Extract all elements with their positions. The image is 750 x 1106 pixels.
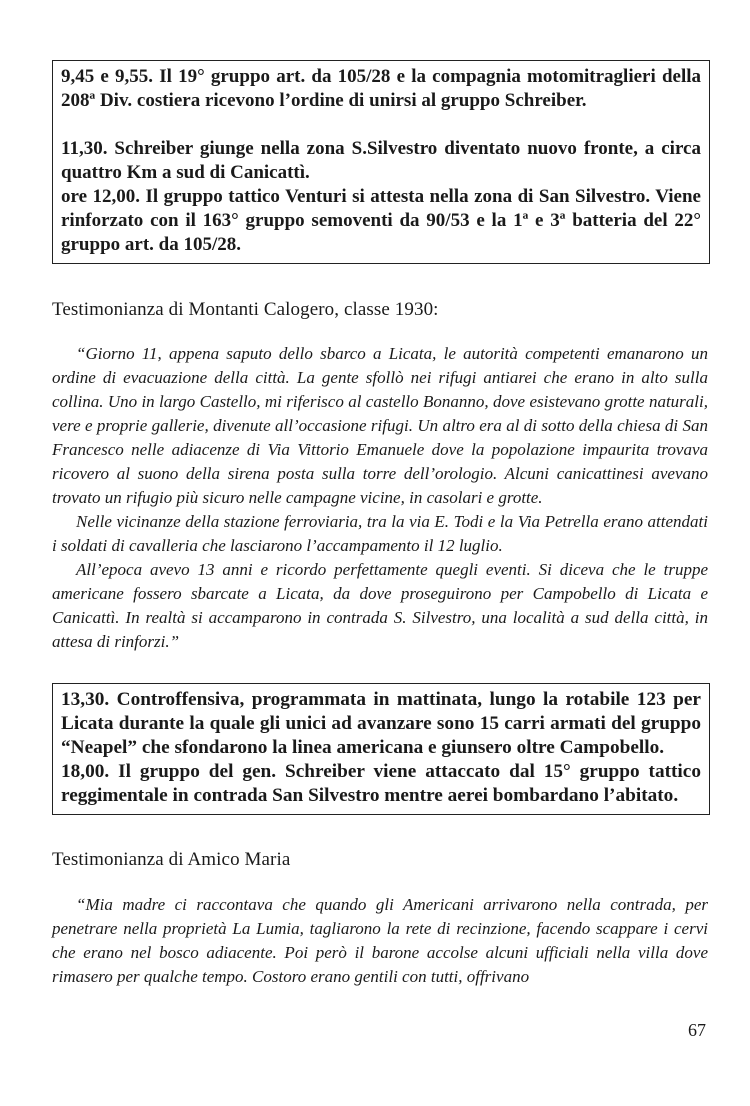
- testimony-heading: Testimonianza di Montanti Calogero, classe 1930:: [52, 299, 439, 320]
- testimony-quote: [52, 893, 708, 989]
- paragraph-gap: [61, 113, 701, 137]
- quote-paragraph: “Giorno 11, appena saputo dello sbarco a Licata, le autorità competenti emanarono un ordine di evacuazione della città. La gente sfollò nei rifugi antiarei che erano in alto sulla collina. Uno in largo Castello, mi riferisco al castello Bonanno, dove esistevano grotte naturali, vere e proprie gallerie, divenute all’occasione rifugi. Un altro era al di sotto della chiesa di San Francesco nelle adiacenze di Via Vittorio Emanuele dove la popolazione impaurita trovava ricovero al suono della sirena posta sulla torre dell’orologio. Alcuni canicattinesi avevano trovato un rifugio più sicuro nelle campagne vicine, in casolari e grotte.: [52, 344, 708, 507]
- quote-paragraph: All’epoca avevo 13 anni e ricordo perfettamente quegli eventi. Si diceva che le truppe americane fossero sbarcate a Licata, da dove proseguirono per Campobello di Licata e Canicattì. In realtà si accamparono in contrada S. Silvestro, una località a sud della città, in attesa di rinforzi.”: [52, 560, 708, 651]
- page-number: 67: [688, 1020, 706, 1040]
- boxed-chronology-1: [52, 60, 710, 264]
- chronology-entry: 13,30. Controffensiva, programmata in mattinata, lungo la rotabile 123 per Licata durante la quale gli unici ad avanzare sono 15 carri armati del gruppo “Neapel” che sfondarono la linea americana e giunsero oltre Campobello.: [61, 689, 701, 758]
- testimony-heading: Testimonianza di Amico Maria: [52, 849, 291, 870]
- boxed-chronology-2: [52, 683, 710, 815]
- chronology-entry: 11,30. Schreiber giunge nella zona S.Silvestro diventato nuovo fronte, a circa quattro Km a sud di Canicattì.: [61, 138, 701, 183]
- quote-paragraph: Nelle vicinanze della stazione ferroviaria, tra la via E. Todi e la Via Petrella erano attendati i soldati di cavalleria che lasciarono l’accampamento il 12 luglio.: [52, 512, 708, 555]
- testimony-quote: [52, 342, 708, 654]
- chronology-entry: 18,00. Il gruppo del gen. Schreiber viene attaccato dal 15° gruppo tattico reggimentale in contrada San Silvestro mentre aerei bombardano l’abitato.: [61, 761, 701, 806]
- quote-paragraph: “Mia madre ci raccontava che quando gli Americani arrivarono nella contrada, per penetrare nella proprietà La Lumia, tagliarono la rete di recinzione, facendo scappare i cervi che erano nel bosco adiacente. Poi però il barone accolse alcuni ufficiali nella villa dove rimasero per qualche tempo. Costoro erano gentili con tutti, offrivano: [52, 895, 708, 986]
- chronology-entry: 9,45 e 9,55. Il 19° gruppo art. da 105/28 e la compagnia motomitraglieri della 208ª Div. costiera ricevono l’ordine di unirsi al gruppo Schreiber.: [61, 66, 701, 111]
- chronology-entry: ore 12,00. Il gruppo tattico Venturi si attesta nella zona di San Silvestro. Viene rinforzato con il 163° gruppo semoventi da 90/53 e la 1ª e 3ª batteria del 22° gruppo art. da 105/28.: [61, 186, 701, 255]
